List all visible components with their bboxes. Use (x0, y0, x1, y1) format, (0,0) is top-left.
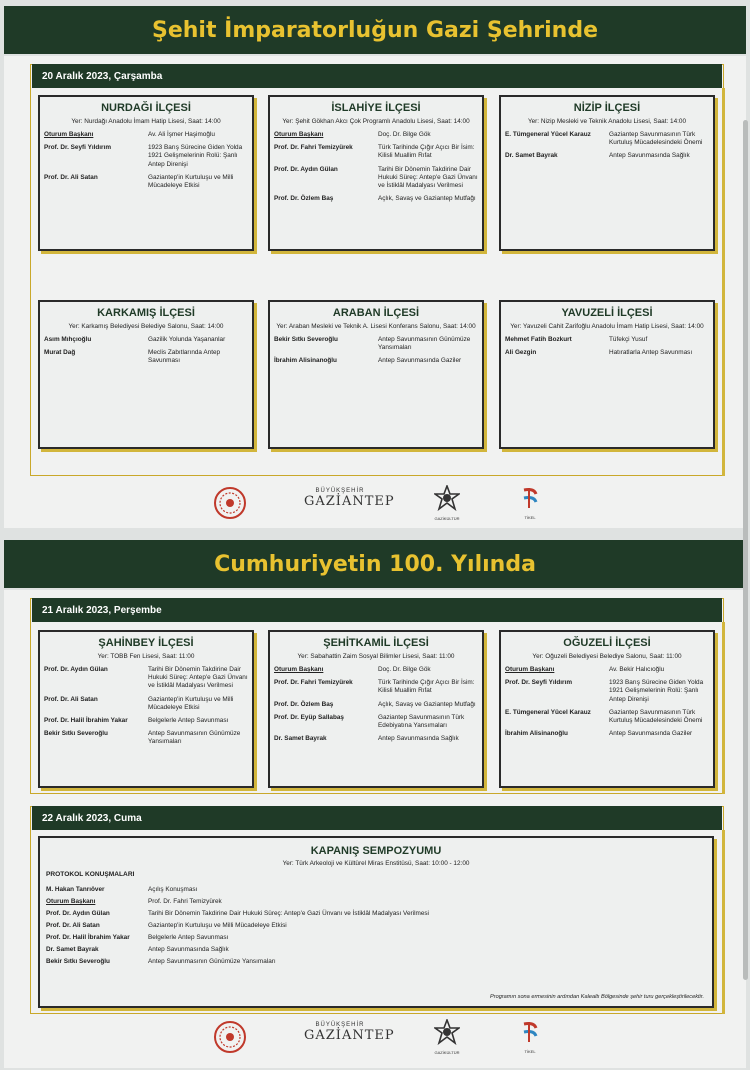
talk-topic: Antep Savunmasında Sağlık (378, 735, 459, 743)
speaker-row (505, 730, 709, 738)
closing-speaker-row (46, 910, 706, 917)
talk-topic: Gaziantep Savunmasının Türk Kurtuluş Mücadelesindeki Önemi (609, 708, 703, 724)
talk-topic: Antep Savunmasının Günümüze Yansımaları (148, 958, 276, 965)
talk-topic: Türk Tarihinde Çığır Açıcı Bir İsim: Kilisli Muallim Rıfat (378, 144, 475, 160)
tikel-logo: TİKEL (518, 1020, 542, 1054)
speaker-name: Prof. Dr. Özlem Baş (274, 700, 334, 708)
speaker-name: Prof. Dr. Aydın Gülan (46, 910, 110, 917)
talk-topic: Antep Savunmasında Sağlık (609, 152, 690, 160)
speaker-row (274, 666, 478, 674)
talk-topic: Gaziantep'in Kurtuluşu ve Milli Mücadeleye Etkisi (148, 173, 234, 189)
speaker-row (274, 679, 478, 695)
talk-topic: Antep Savunmasında Sağlık (148, 946, 229, 953)
closing-speaker-row (46, 946, 706, 953)
gazikultur-logo: GAZİKÜLTÜR (432, 1019, 462, 1055)
closing-symposium-box (38, 836, 714, 1008)
talk-topic: 1923 Barış Sürecine Giden Yolda 1921 Gelişmelerinin Rolü: Şanlı Antep Direnişi (609, 679, 704, 703)
talk-topic: Belgelerle Antep Savunması (148, 934, 229, 941)
talk-topic: Meclis Zabıtlarında Antep Savunması (148, 349, 221, 365)
speaker-row (44, 144, 248, 169)
talk-topic: Gazilik Yolunda Yaşananlar (148, 336, 226, 343)
talk-topic: Av. Bekir Halıcıoğlu (609, 666, 665, 673)
speaker-name: Bekir Sıtkı Severoğlu (46, 958, 110, 965)
speaker-row (274, 195, 478, 203)
speaker-row (505, 709, 709, 725)
district-session-box (38, 630, 254, 788)
district-title: NURDAĞI İLÇESİ (101, 102, 191, 114)
speaker-row (44, 717, 248, 725)
speaker-name: M. Hakan Tanrıöver (46, 886, 105, 893)
speaker-name: Prof. Dr. Halil İbrahim Yakar (44, 716, 128, 724)
district-session-box (499, 630, 715, 788)
talk-topic: Antep Savunmasında Gaziler (609, 730, 693, 738)
talk-topic: Prof. Dr. Fahri Temizyürek (148, 898, 222, 905)
talk-topic: Doç. Dr. Bilge Gök (378, 666, 431, 673)
speaker-row (274, 714, 478, 730)
session-chair-label: Oturum Başkanı (274, 131, 324, 138)
speaker-name: İbrahim Alisinanoğlu (505, 730, 568, 738)
speaker-row (44, 696, 248, 712)
closing-speaker-row (46, 898, 706, 905)
speaker-row (44, 666, 248, 691)
district-title: ŞAHİNBEY İLÇESİ (98, 637, 194, 649)
talk-topic: Antep Savunmasında Gaziler (378, 357, 462, 365)
district-session-box (38, 95, 254, 251)
closing-footnote: Programın sona ermesinin ardından Kalealtı Bölgesinde şehir turu gerçekleştirilecektir. (489, 994, 704, 1000)
speaker-name: Dr. Samet Bayrak (505, 152, 558, 160)
logo-strip-1 (0, 480, 750, 524)
district-session-box (268, 300, 484, 449)
speaker-row (505, 349, 709, 357)
speaker-row (274, 131, 478, 139)
district-venue: Yer: Oğuzeli Belediyesi Belediye Salonu, Saat: 11:00 (532, 653, 682, 660)
speaker-name: Prof. Dr. Seyfi Yıldırım (44, 144, 112, 152)
district-title: NİZİP İLÇESİ (573, 102, 641, 114)
closing-title: KAPANIŞ SEMPOZYUMU (310, 845, 442, 857)
talk-topic: Gaziantep Savunmasının Türk Kurtuluş Mücadelesindeki Önemi (609, 131, 703, 147)
district-venue: Yer: Nizip Mesleki ve Teknik Anadolu Lisesi, Saat: 14:00 (527, 118, 687, 125)
speaker-row (44, 174, 248, 190)
logo-strip-2 (0, 1016, 750, 1060)
ministry-emblem-icon (213, 1020, 247, 1059)
speaker-row (274, 701, 478, 709)
page-scrollbar[interactable] (743, 120, 748, 980)
district-session-box (499, 95, 715, 251)
speaker-name: Prof. Dr. Ali Satan (44, 173, 98, 181)
talk-topic: Doç. Dr. Bilge Gök (378, 131, 431, 138)
district-venue: Yer: Yavuzeli Cahit Zarifoğlu Anadolu İmam Hatip Lisesi, Saat: 14:00 (510, 323, 704, 330)
speaker-row (505, 679, 709, 704)
speaker-name: Ali Gezgin (505, 349, 537, 357)
talk-topic: Antep Savunmasının Günümüze Yansımaları (378, 336, 471, 352)
district-venue: Yer: Araban Mesleki ve Teknik A. Lisesi Konferans Salonu, Saat: 14:00 (276, 323, 476, 330)
district-title: YAVUZELİ İLÇESİ (561, 307, 653, 319)
closing-speaker-row (46, 922, 706, 929)
protocol-heading: PROTOKOL KONUŞMALARI (46, 871, 135, 878)
speaker-row (274, 144, 478, 160)
talk-topic: Av. Ali İşmer Haşimoğlu (148, 131, 215, 138)
speaker-name: Asım Mıhçıoğlu (44, 336, 92, 343)
district-title: ŞEHİTKAMİL İLÇESİ (323, 637, 429, 649)
banner-title-2: Cumhuriyetin 100. Yılında (4, 540, 746, 588)
gazikultur-logo: GAZİKÜLTÜR (432, 485, 462, 521)
talk-topic: Gaziantep'in Kurtuluşu ve Milli Mücadeleye Etkisi (148, 695, 234, 711)
talk-topic: Gaziantep'in Kurtuluşu ve Milli Mücadeleye Etkisi (148, 922, 287, 929)
day-header-3: 22 Aralık 2023, Cuma (32, 806, 722, 830)
talk-topic: Hatıratlarla Antep Savunması (609, 349, 693, 357)
speaker-name: Prof. Dr. Halil İbrahim Yakar (46, 934, 130, 941)
closing-venue: Yer: Türk Arkeoloji ve Kültürel Miras Enstitüsü, Saat: 10:00 - 12:00 (282, 860, 470, 867)
closing-speaker-row (46, 934, 706, 941)
district-venue: Yer: Sabahattin Zaim Sosyal Bilimler Lisesi, Saat: 11:00 (297, 653, 455, 660)
talk-topic: Tarihi Bir Dönemin Takdirine Dair Hukuki Süreç: Antep'e Gazi Ünvanı ve İstiklâl Madalyası Verilmesi (378, 165, 478, 189)
talk-topic: Antep Savunmasının Günümüze Yansımaları (148, 730, 241, 746)
speaker-name: Bekir Sıtkı Severoğlu (274, 336, 338, 343)
district-venue: Yer: TOBB Fen Lisesi, Saat: 11:00 (97, 653, 195, 660)
speaker-row (44, 336, 248, 344)
day-header-1: 20 Aralık 2023, Çarşamba (32, 64, 722, 88)
speaker-name: E. Tümgeneral Yücel Karauz (505, 131, 591, 138)
district-session-box (268, 95, 484, 251)
speaker-row (44, 349, 248, 365)
talk-topic: Açılış Konuşması (148, 886, 198, 893)
district-session-box (499, 300, 715, 449)
district-title: OĞUZELİ İLÇESİ (563, 637, 651, 649)
speaker-name: Dr. Samet Bayrak (274, 735, 327, 743)
speaker-row (274, 357, 478, 365)
speaker-row (274, 735, 478, 743)
session-chair-label: Oturum Başkanı (44, 131, 94, 138)
speaker-row (505, 131, 709, 147)
talk-topic: Belgelerle Antep Savunması (148, 716, 229, 724)
session-chair-label: Oturum Başkanı (505, 666, 555, 673)
talk-topic: Gaziantep Savunmasının Türk Edebiyatına Yansımaları (378, 713, 465, 729)
speaker-name: Prof. Dr. Eyüp Sallabaş (274, 713, 344, 721)
buyuksehir-gaziantep-logo: BÜYÜKŞEHİR GAZİANTEP (304, 1022, 395, 1043)
banner-title-1: Şehit İmparatorluğun Gazi Şehrinde (4, 6, 746, 54)
district-title: İSLAHİYE İLÇESİ (331, 102, 421, 114)
speaker-row (44, 131, 248, 139)
session-chair-label: Oturum Başkanı (46, 898, 96, 905)
speaker-name: İbrahim Alisinanoğlu (274, 357, 337, 365)
district-venue: Yer: Karkamış Belediyesi Belediye Salonu, Saat: 14:00 (68, 323, 224, 330)
buyuksehir-gaziantep-logo: BÜYÜKŞEHİR GAZİANTEP (304, 488, 395, 509)
speaker-name: Dr. Samet Bayrak (46, 946, 99, 953)
talk-topic: Tüfekçi Yusuf (609, 336, 648, 343)
speaker-row (505, 666, 709, 674)
tikel-logo: TİKEL (518, 486, 542, 520)
speaker-name: Prof. Dr. Ali Satan (44, 695, 98, 703)
speaker-row (505, 152, 709, 160)
speaker-row (44, 730, 248, 746)
speaker-row (274, 166, 478, 191)
talk-topic: Açlık, Savaş ve Gaziantep Mutfağı (378, 700, 476, 708)
speaker-name: Bekir Sıtkı Severoğlu (44, 730, 108, 738)
speaker-name: Prof. Dr. Aydın Gülan (274, 165, 338, 173)
speaker-name: Prof. Dr. Fahri Temizyürek (274, 144, 353, 152)
speaker-name: Prof. Dr. Özlem Baş (274, 195, 334, 203)
closing-speaker-row (46, 958, 706, 965)
speaker-name: Murat Dağ (44, 349, 76, 357)
speaker-row (274, 336, 478, 352)
talk-topic: Tarihi Bir Dönemin Takdirine Dair Hukuki Süreç: Antep'e Gazi Ünvanı ve İstiklâl Madalyası Verilmesi (148, 666, 248, 690)
district-venue: Yer: Nurdağı Anadolu İmam Hatip Lisesi, Saat: 14:00 (71, 118, 221, 125)
speaker-name: Prof. Dr. Fahri Temizyürek (274, 679, 353, 687)
session-chair-label: Oturum Başkanı (274, 666, 324, 673)
day-header-2: 21 Aralık 2023, Perşembe (32, 598, 722, 622)
speaker-name: Prof. Dr. Ali Satan (46, 922, 100, 929)
speaker-name: Mehmet Fatih Bozkurt (505, 336, 572, 343)
district-session-box (268, 630, 484, 788)
talk-topic: 1923 Barış Sürecine Giden Yolda 1921 Gelişmelerinin Rolü: Şanlı Antep Direnişi (148, 144, 243, 168)
district-venue: Yer: Şehit Gökhan Akcı Çok Programlı Anadolu Lisesi, Saat: 14:00 (282, 118, 470, 125)
speaker-name: E. Tümgeneral Yücel Karauz (505, 708, 591, 716)
speaker-name: Prof. Dr. Seyfi Yıldırım (505, 679, 573, 687)
district-title: ARABAN İLÇESİ (332, 307, 420, 319)
speaker-name: Prof. Dr. Aydın Gülan (44, 666, 108, 673)
speaker-row (505, 336, 709, 344)
district-session-box (38, 300, 254, 449)
talk-topic: Açlık, Savaş ve Gaziantep Mutfağı (378, 195, 476, 203)
talk-topic: Tarihi Bir Dönemin Takdirine Dair Hukuki Süreç: Antep'e Gazi Ünvanı ve İstiklâl Madalyası Verilmesi (148, 910, 429, 917)
ministry-emblem-icon (213, 486, 247, 525)
closing-speaker-row (46, 886, 706, 893)
talk-topic: Türk Tarihinde Çığır Açıcı Bir İsim: Kilisli Muallim Rıfat (378, 679, 475, 695)
district-title: KARKAMIŞ İLÇESİ (97, 307, 195, 319)
